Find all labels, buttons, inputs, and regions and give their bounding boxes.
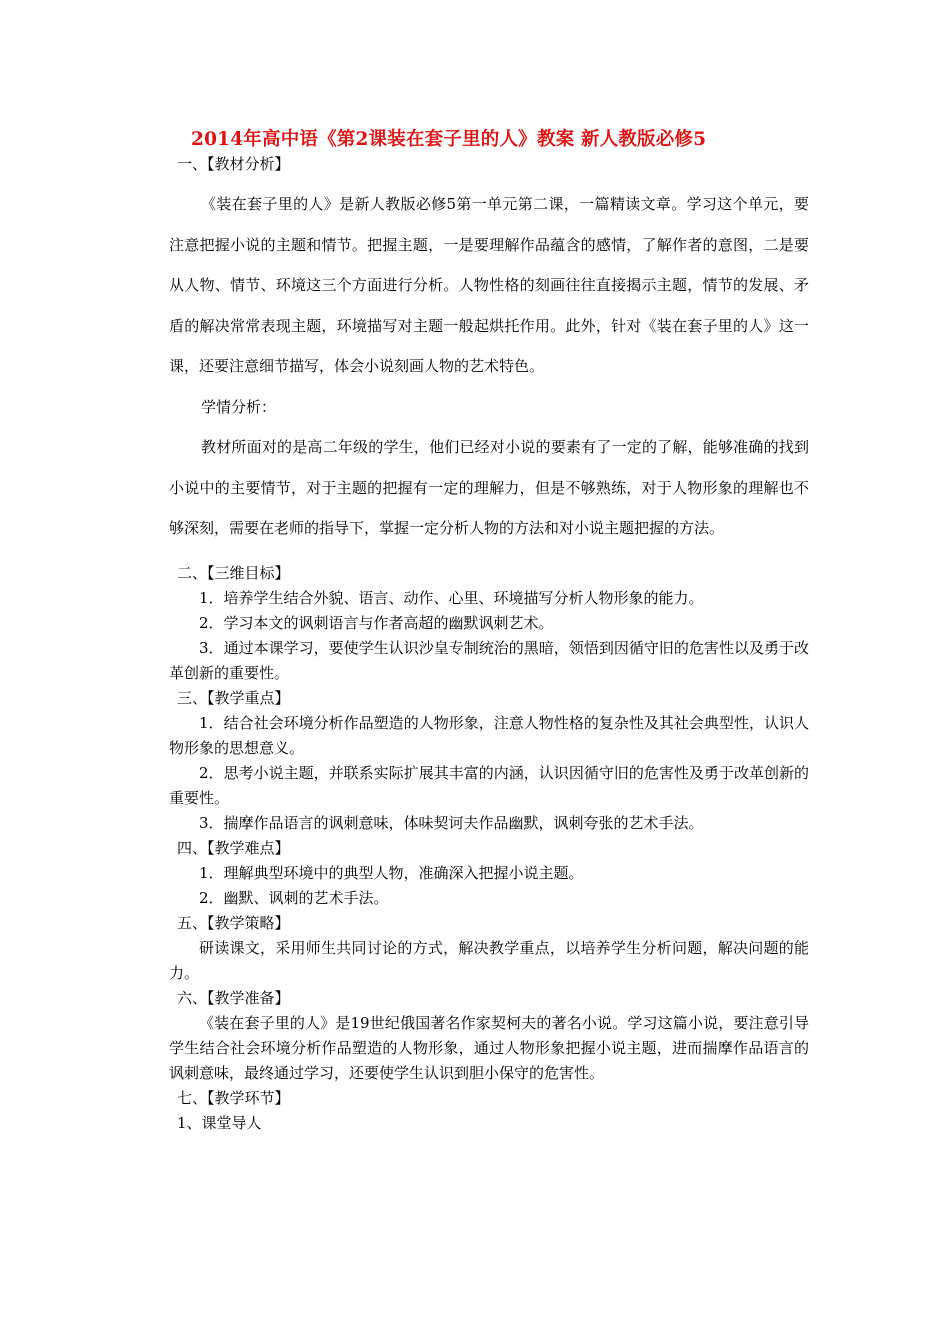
list-item: 1、课堂导人	[177, 1113, 262, 1132]
section-heading: 七、【教学环节】	[177, 1088, 290, 1107]
document-body	[169, 152, 809, 1136]
paragraph: 研读课文，采用师生共同讨论的方式，解决教学重点，以培养学生分析问题，解决问题的能力。	[169, 938, 809, 982]
paragraph: 《装在套子里的人》是19世纪俄国著名作家契柯夫的著名小说。学习这篇小说，要注意引导学生结合社会环境分析作品塑造的人物形象，通过人物形象把握小说主题，进而揣摩作品语言的讽刺意味，最终通过学习，还要使学生认识到胆小保守的危害性。	[169, 1013, 809, 1082]
section-heading: 六、【教学准备】	[177, 988, 290, 1007]
list-item: 2．思考小说主题，并联系实际扩展其丰富的内涵，认识因循守旧的危害性及勇于改革创新的重要性。	[169, 763, 809, 807]
list-item: 2．学习本文的讽刺语言与作者高超的幽默讽刺艺术。	[199, 613, 554, 632]
section-heading: 四、【教学难点】	[177, 838, 290, 857]
list-item: 1．理解典型环境中的典型人物，准确深入把握小说主题。	[199, 863, 584, 882]
list-item: 1．结合社会环境分析作品塑造的人物形象，注意人物性格的复杂性及其社会典型性，认识人物形象的思想意义。	[169, 713, 809, 757]
section-heading: 五、【教学策略】	[177, 913, 290, 932]
paragraph: 教材所面对的是高二年级的学生，他们已经对小说的要素有了一定的了解，能够准确的找到小说中的主要情节，对于主题的把握有一定的理解力，但是不够熟练，对于人物形象的理解也不够深刻，需要在老师的指导下，掌握一定分析人物的方法和对小说主题把握的方法。	[169, 438, 809, 537]
subheading: 学情分析：	[201, 397, 277, 416]
list-item: 1．培养学生结合外貌、语言、动作、心里、环境描写分析人物形象的能力。	[199, 588, 704, 607]
section-heading: 一、【教材分析】	[177, 155, 290, 173]
list-item: 2．幽默、讽刺的艺术手法。	[199, 888, 389, 907]
list-item: 3．通过本课学习，要使学生认识沙皇专制统治的黑暗，领悟到因循守旧的危害性以及勇于改革创新的重要性。	[169, 638, 809, 682]
section-heading: 二、【三维目标】	[177, 563, 290, 582]
document-title: 2014年高中语《第2课装在套子里的人》教案 新人教版必修5	[191, 129, 707, 150]
list-item: 3．揣摩作品语言的讽刺意味，体味契诃夫作品幽默，讽刺夸张的艺术手法。	[199, 813, 704, 832]
section-heading: 三、【教学重点】	[177, 688, 290, 707]
paragraph: 《装在套子里的人》是新人教版必修5第一单元第二课，一篇精读文章。学习这个单元，要注意把握小说的主题和情节。把握主题，一是要理解作品蕴含的感情，了解作者的意图，二是要从人物、情节、环境这三个方面进行分析。人物性格的刻画往往直接揭示主题，情节的发展、矛盾的解决常常表现主题，环境描写对主题一般起烘托作用。此外，针对《装在套子里的人》这一课，还要注意细节描写，体会小说刻画人物的艺术特色。	[169, 195, 809, 375]
